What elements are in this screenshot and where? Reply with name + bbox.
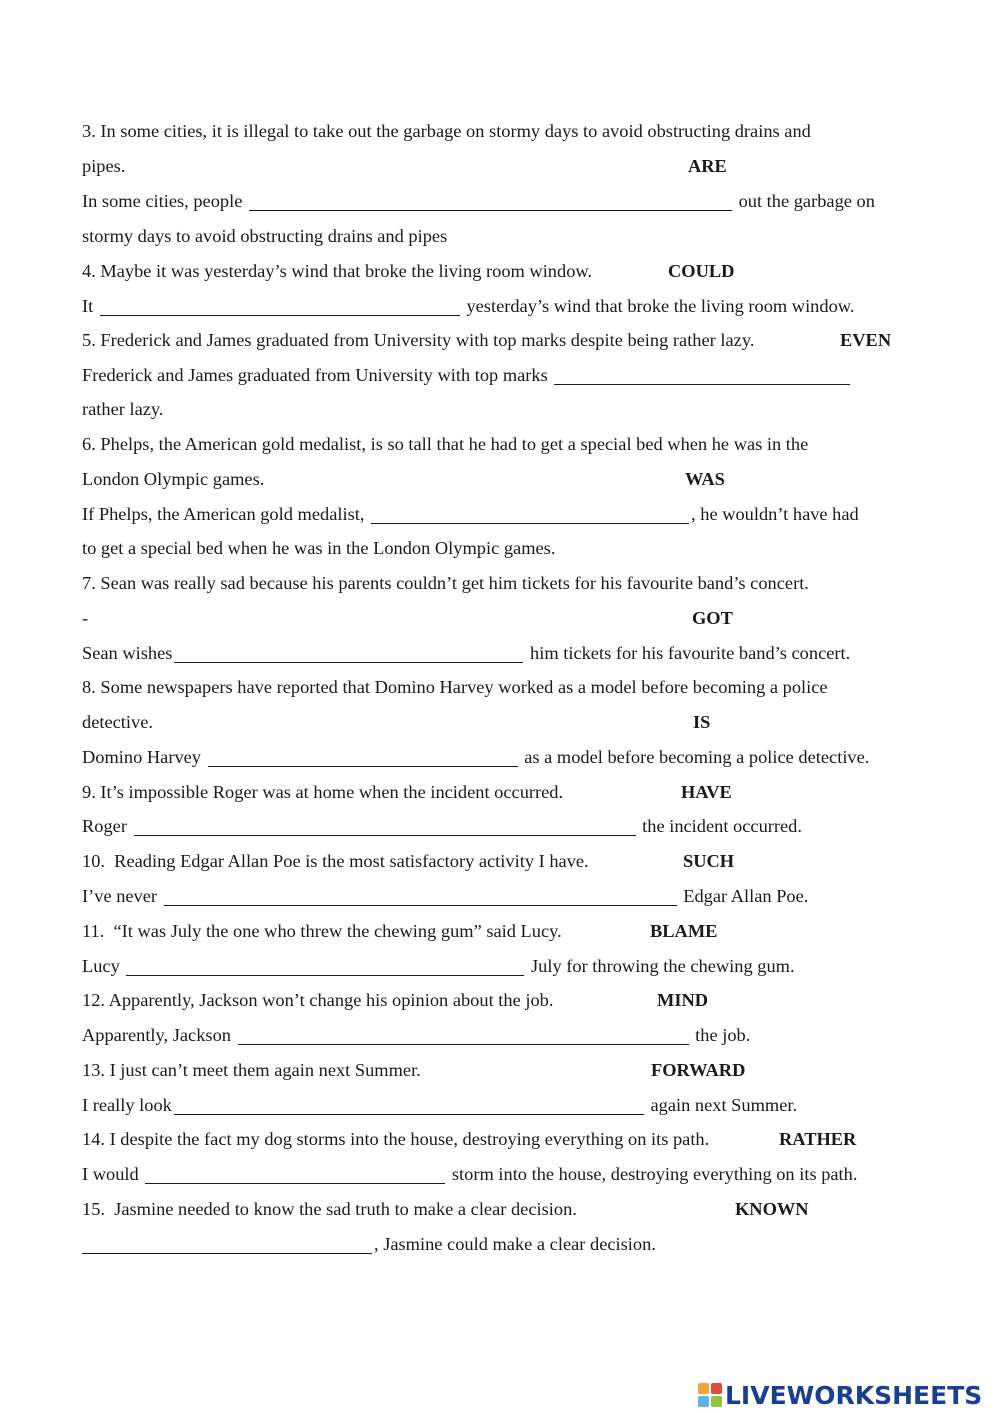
q4-answer-input[interactable] [100, 298, 460, 316]
q10-prompt: 10. Reading Edgar Allan Poe is the most satisfactory activity I have. [82, 851, 589, 871]
q6-answer-line2: to get a special bed when he was in the London Olympic games. [82, 538, 556, 558]
q8-answer-line [82, 745, 869, 769]
q5-answer-line [82, 363, 852, 387]
q3-answer-input[interactable] [249, 193, 732, 211]
q3-answer-prefix: In some cities, people [82, 191, 247, 211]
q4-answer-suffix: yesterday’s wind that broke the living room window. [461, 296, 855, 316]
q14-prompt: 14. I despite the fact my dog storms into the house, destroying everything on its path. [82, 1129, 710, 1149]
q13-prompt: 13. I just can’t meet them again next Summer. [82, 1060, 421, 1080]
q5-answer-prefix: Frederick and James graduated from University with top marks [82, 365, 553, 385]
q10-answer-prefix: I’ve never [82, 886, 162, 906]
liveworksheets-logo-text: LIVEWORKSHEETS [725, 1380, 983, 1410]
q7-keyword: GOT [692, 608, 733, 628]
q14-answer-prefix: I would [82, 1164, 144, 1184]
q12-answer-suffix: the job. [690, 1025, 751, 1045]
q11-prompt: 11. “It was July the one who threw the chewing gum” said Lucy. [82, 921, 562, 941]
q14-answer-line [82, 1162, 857, 1186]
q7-prompt: 7. Sean was really sad because his parents couldn’t get him tickets for his favourite band’s concert. [82, 573, 809, 593]
q7-answer-prefix: Sean wishes [82, 643, 173, 663]
q14-keyword: RATHER [779, 1129, 857, 1149]
q11-answer-input[interactable] [126, 958, 524, 976]
q9-prompt: 9. It’s impossible Roger was at home when the incident occurred. [82, 782, 564, 802]
q8-prompt-line2: detective. [82, 712, 153, 732]
q13-answer-line [82, 1093, 797, 1117]
logo-tile-3 [698, 1396, 709, 1407]
q10-answer-input[interactable] [164, 888, 677, 906]
q4-prompt: 4. Maybe it was yesterday’s wind that broke the living room window. [82, 261, 593, 281]
q12-answer-line [82, 1023, 750, 1047]
q4-answer-prefix: It [82, 296, 98, 316]
q7-answer-line [82, 641, 850, 665]
q8-answer-suffix: as a model before becoming a police detective. [519, 747, 870, 767]
q8-answer-input[interactable] [208, 749, 518, 767]
q3-keyword: ARE [688, 156, 727, 176]
q6-answer-line [82, 502, 859, 526]
q10-answer-suffix: Edgar Allan Poe. [678, 886, 809, 906]
q10-answer-line [82, 884, 808, 908]
q6-answer-input[interactable] [371, 506, 689, 524]
q6-answer-suffix: , he wouldn’t have had [691, 504, 859, 524]
q13-keyword: FORWARD [651, 1060, 746, 1080]
q15-answer-input[interactable] [82, 1236, 372, 1254]
q7-answer-input[interactable] [174, 645, 523, 663]
q14-answer-suffix: storm into the house, destroying everything on its path. [447, 1164, 858, 1184]
q11-keyword: BLAME [650, 921, 718, 941]
q15-keyword: KNOWN [735, 1199, 809, 1219]
liveworksheets-logo-icon [698, 1383, 722, 1407]
q11-answer-prefix: Lucy [82, 956, 125, 976]
logo-tile-4 [711, 1396, 722, 1407]
q5-answer-line2: rather lazy. [82, 399, 164, 419]
q5-prompt: 5. Frederick and James graduated from University with top marks despite being rather lazy. [82, 330, 755, 350]
q6-prompt-line2: London Olympic games. [82, 469, 265, 489]
q4-answer-line [82, 294, 854, 318]
liveworksheets-brand [698, 1378, 982, 1412]
q6-keyword: WAS [685, 469, 725, 489]
q3-prompt-line2: pipes. [82, 156, 126, 176]
q8-answer-prefix: Domino Harvey [82, 747, 206, 767]
q11-answer-suffix: July for throwing the chewing gum. [526, 956, 795, 976]
q6-prompt-line1: 6. Phelps, the American gold medalist, is so tall that he had to get a special bed when he was in the [82, 434, 809, 454]
q9-keyword: HAVE [681, 782, 732, 802]
q6-answer-prefix: If Phelps, the American gold medalist, [82, 504, 370, 524]
logo-tile-1 [698, 1383, 709, 1394]
q3-answer-line2: stormy days to avoid obstructing drains and pipes [82, 226, 448, 246]
q10-keyword: SUCH [683, 851, 735, 871]
q13-answer-prefix: I really look [82, 1095, 172, 1115]
q15-prompt: 15. Jasmine needed to know the sad truth to make a clear decision. [82, 1199, 577, 1219]
q7-dash: - [82, 608, 89, 628]
q8-prompt-line1: 8. Some newspapers have reported that Domino Harvey worked as a model before becoming a police [82, 677, 828, 697]
q8-keyword: IS [693, 712, 711, 732]
q9-answer-line [82, 814, 802, 838]
q3-answer-line [82, 189, 875, 213]
q3-answer-suffix: out the garbage on [733, 191, 875, 211]
q12-prompt: 12. Apparently, Jackson won’t change his opinion about the job. [82, 990, 554, 1010]
q14-answer-input[interactable] [145, 1166, 445, 1184]
q12-answer-input[interactable] [238, 1027, 689, 1045]
q13-answer-suffix: again next Summer. [645, 1095, 798, 1115]
q9-answer-input[interactable] [134, 818, 636, 836]
q7-answer-suffix: him tickets for his favourite band’s concert. [525, 643, 851, 663]
q9-answer-suffix: the incident occurred. [637, 816, 802, 836]
q12-keyword: MIND [657, 990, 709, 1010]
q5-answer-input[interactable] [554, 367, 850, 385]
q5-keyword: EVEN [840, 330, 892, 350]
q12-answer-prefix: Apparently, Jackson [82, 1025, 236, 1045]
q15-answer-suffix: , Jasmine could make a clear decision. [374, 1234, 656, 1254]
q15-answer-line [82, 1232, 656, 1256]
q9-answer-prefix: Roger [82, 816, 132, 836]
q4-keyword: COULD [668, 261, 735, 281]
logo-tile-2 [711, 1383, 722, 1394]
q13-answer-input[interactable] [174, 1097, 644, 1115]
q11-answer-line [82, 954, 795, 978]
q3-prompt-line1: 3. In some cities, it is illegal to take out the garbage on stormy days to avoid obstructing drains and [82, 121, 811, 141]
